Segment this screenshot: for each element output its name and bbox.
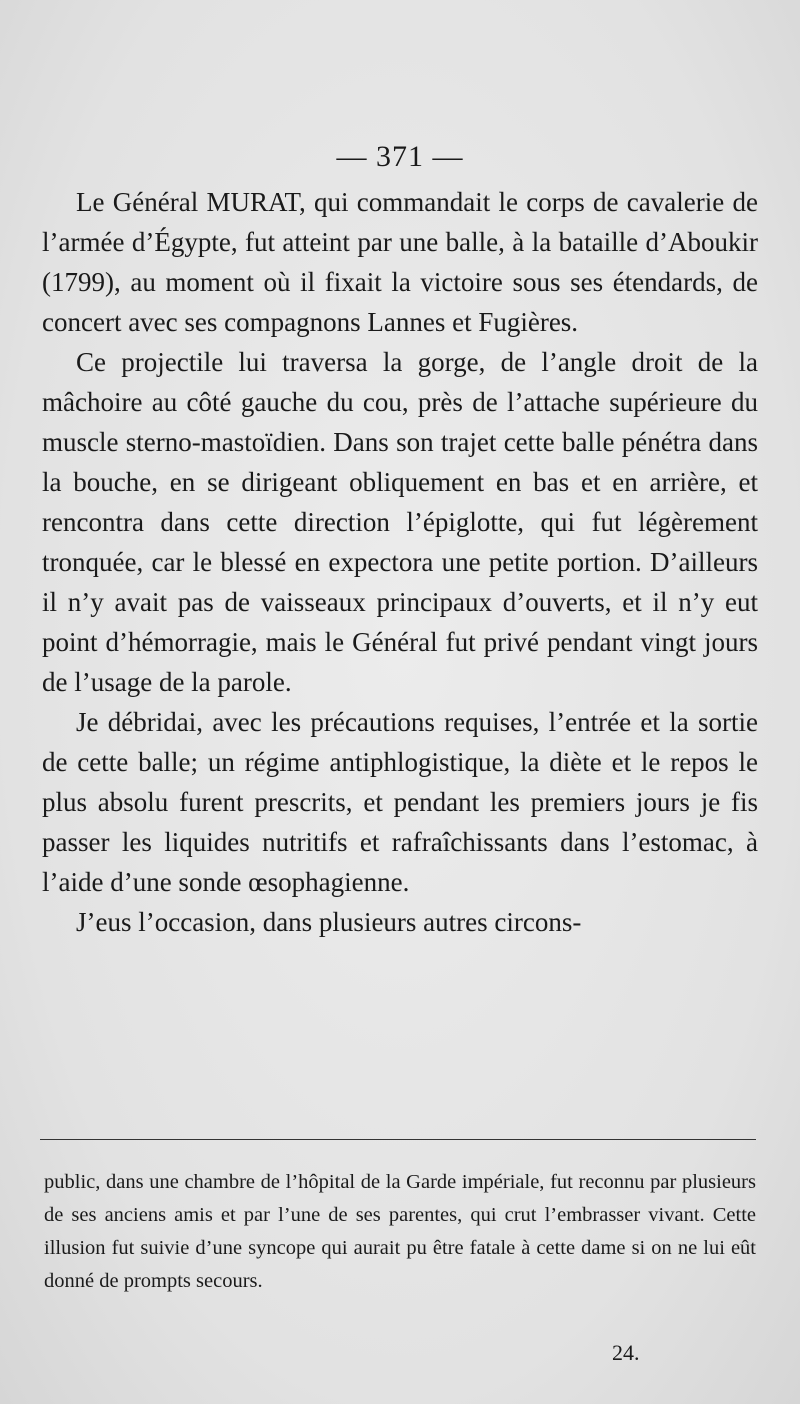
footnote-divider — [40, 1139, 756, 1140]
paragraph-projectile-path: Ce projectile lui traversa la gorge, de l’angle droit de la mâchoire au côté gauche du cou, près de l’attache supérieure du muscle sterno-mastoïdien. Dans son trajet cette balle pénétra dans la bouche, en se dirigeant obliquement en bas et en arrière, et rencontra dans cette direction l’épiglotte, qui fut légèrement tronquée, car le blessé en expectora une petite portion. D’ailleurs il n’y avait pas de vaisseaux principaux d’ouverts, et il n’y eut point d’hémorragie, mais le Général fut privé pendant vingt jours de l’usage de la parole. — [42, 347, 758, 697]
paragraph-treatment: Je débridai, avec les précautions requises, l’entrée et la sortie de cette balle; un régime antiphlogistique, la diète et le repos le plus absolu furent prescrits, et pendant les premiers jours je fis passer les liquides nutritifs et rafraîchissants dans l’estomac, à l’aide d’une sonde œsophagienne. — [42, 707, 758, 897]
paragraph-murat-wound: Le Général MURAT, qui commandait le corps de cavalerie de l’armée d’Égypte, fut atteint par une balle, à la bataille d’Aboukir (1799), au moment où il fixait la victoire sous ses étendards, de concert avec ses compagnons Lannes et Fugières. — [42, 187, 758, 337]
signature-mark: 24. — [612, 1340, 640, 1365]
main-text — [42, 182, 758, 942]
footnote: public, dans une chambre de l’hôpital de la Garde impériale, fut reconnu par plusieurs de ses anciens amis et par l’une de ses parentes, qui crut l’embrasser vivant. Cette illusion fut suivie d’une syncope qui aurait pu être fatale à cette dame si on ne lui eût donné de prompts secours. — [44, 1171, 756, 1292]
page-number: — 371 — — [336, 140, 464, 173]
paragraph-continuation: J’eus l’occasion, dans plusieurs autres circons- — [76, 907, 582, 937]
